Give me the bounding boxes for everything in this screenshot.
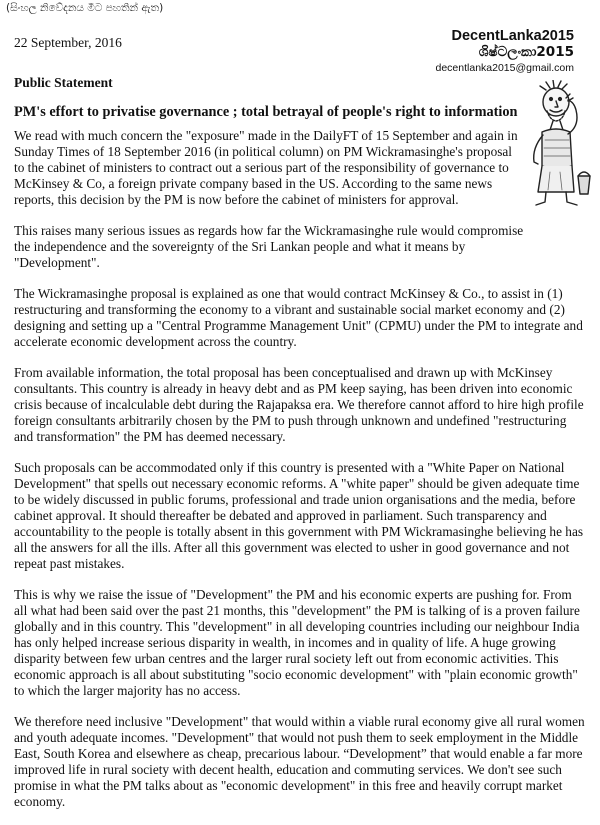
org-email: decentlanka2015@gmail.com: [435, 62, 574, 74]
paragraph: Such proposals can be accommodated only if this country is presented with a "White Paper on National Development" that spells out necessary economic reforms. A "white paper" should be given adequate time to be widely discussed in public forums, professional and trade union organisations and the media, before cabinet approval. It should thereafter be debated and approved in parliament. Such transparency and accountability to the people is totally absent in this government with PM Wickramasinghe believing he has all the answers for all the ills. After all this government was elected to usher in good governance and not repeat past mistakes.: [14, 460, 584, 571]
statement-title: PM's effort to privatise governance ; total betrayal of people's right to information: [14, 104, 518, 120]
paragraph: The Wickramasinghe proposal is explained as one that would contract McKinsey & Co., to assist in (1) restructuring and transforming the economy to a vibrant and sustainable social market economy and (2) designing and setting up a "Central Programme Management Unit" (CPMU) under the PM to integrate and accelerate economic development across the country.: [14, 286, 583, 349]
paragraph: From available information, the total proposal has been conceptualised and drawn up with McKinsey consultants. This country is already in heavy debt and as PM keep saying, has been driven into economic crisis because of incalculable debt during the Rajapaksa era. We therefore cannot afford to hire high profile foreign consultants arbitrarily chosen by the PM to push through unknown and undefined "restructuring and transformation" the PM has deemed necessary.: [14, 365, 584, 444]
org-block: [451, 28, 574, 60]
statement-label: Public Statement: [14, 75, 113, 90]
statement-body: [14, 128, 586, 825]
org-name: DecentLanka2015: [451, 28, 574, 44]
org-name-sinhala: ශිෂ්ටලංකා2015: [478, 44, 574, 60]
statement-date: 22 September, 2016: [14, 35, 122, 50]
paragraph: This raises many serious issues as regards how far the Wickramasinghe rule would compromise the independence and the sovereignty of the Sri Lankan people and what it means by "Development".: [14, 223, 524, 270]
paragraph: We therefore need inclusive "Development" that would within a viable rural economy give all rural women and youth adequate incomes. "Development" that would not push them to seek employment in the Middle East, South Korea and elsewhere as cheap, precarious labour. “Development” that would enable a far more improved life in rural society with decent health, education and commuting services. We don't see such promise in what the PM talks about as "economic development" in this free and heavily corrupt market economy.: [14, 714, 585, 809]
paragraph: This is why we raise the issue of "Development" the PM and his economic experts are pushing for. From all what had been said over the past 21 months, this "development" the PM is talking of is a proven failure globally and in this country. This "development" in all developing countries including our neighbour India has only helped increase serious disparity in wealth, in incomes and in quality of life. A huge growing disparity between few urban centres and the larger rural society left out from economic activities. This economic approach is all about substituting "socio economic development" with "plain economic growth" to which the larger majority has no access.: [14, 587, 580, 698]
sinhala-note: (සිංහල නිවේදනය මීට පහතින් ඇත): [6, 2, 164, 14]
paragraph: We read with much concern the "exposure" made in the DailyFT of 15 September and again in Sunday Times of 18 September 2016 (in political column) on PM Wickramasinghe's proposal to the cabinet of ministers to contract out a serious part of the responsibility of governance to McKinsey & Co, a foreign private company based in the US. According to the same news reports, this decision by the PM is now before the cabinet of ministers for approval.: [14, 128, 518, 207]
